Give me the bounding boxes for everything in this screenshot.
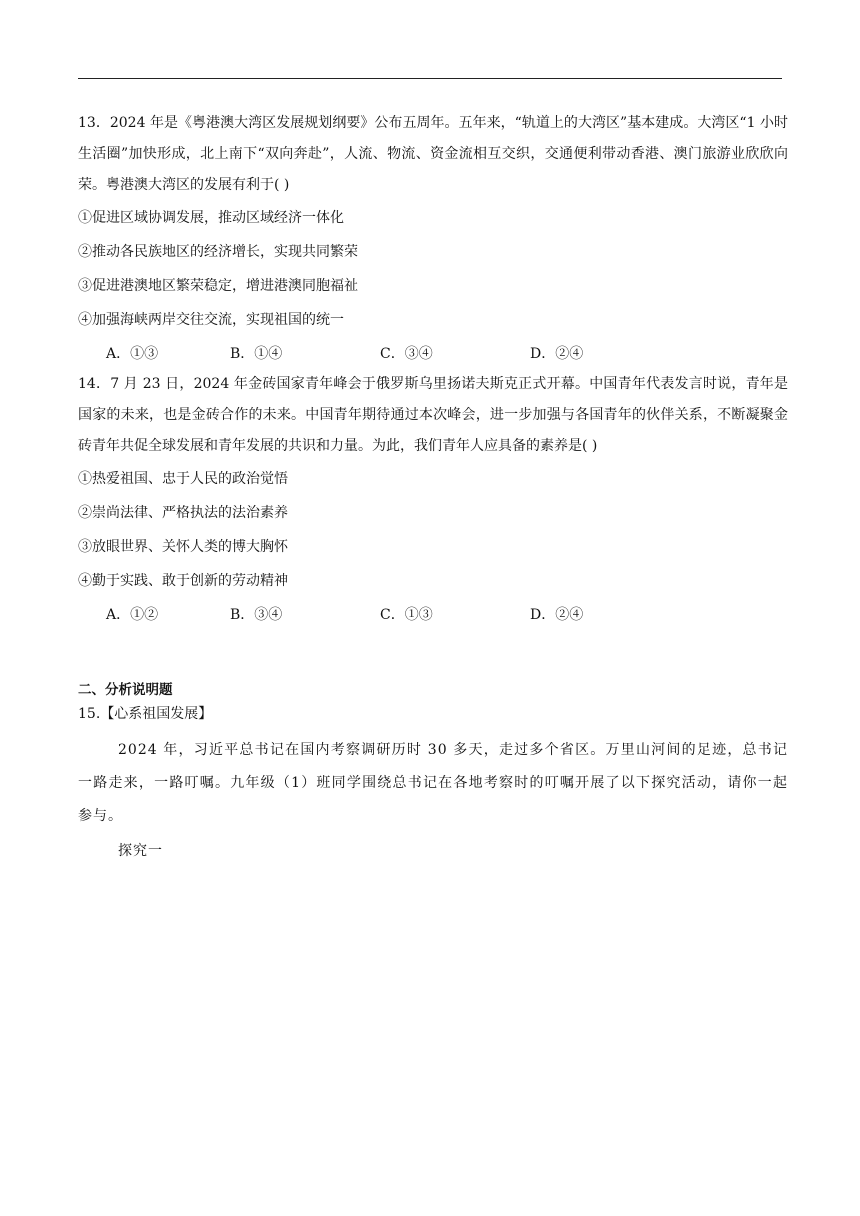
question-14-option-a[interactable]: A．①② [106,607,159,623]
question-14-item-4: ④勤于实践、敢于创新的劳动精神 [78,573,288,589]
question-13-item-2: ②推动各民族地区的经济增长，实现共同繁荣 [78,244,358,260]
question-13-options [78,337,788,371]
question-14-item-2: ②崇尚法律、严格执法的法治素养 [78,505,288,521]
question-13-item-4: ④加强海峡两岸交往交流，实现祖国的统一 [78,312,344,328]
question-14-item-3: ③放眼世界、关怀人类的博大胸怀 [78,539,288,555]
question-15-paragraph: 2024 年，习近平总书记在国内考察调研历时 30 多天，走过多个省区。万里山河间的足迹，总书记一路走来，一路叮嘱。九年级（1）班同学围绕总书记在各地考察时的叮嘱开展了以下探究活动，请你一起参与。 [78,742,788,824]
question-14-option-c[interactable]: C．①③ [380,607,433,623]
question-15-title: 15.【心系祖国发展】 [78,706,213,722]
question-13-item-1: ①促进区域协调发展，推动区域经济一体化 [78,210,344,226]
section-2 [78,678,788,868]
question-14-options [78,598,788,632]
section-title: 二、分析说明题 [78,682,173,698]
document-body [78,108,788,868]
question-13-stem: 13．2024 年是《粤港澳大湾区发展规划纲要》公布五周年。五年来，“轨道上的大湾区”基本建成。大湾区“1 小时生活圈”加快形成，北上南下“双向奔赴”，人流、物流、资金流相互交织，交通便利带动香港、澳门旅游业欣欣向荣。粤港澳大湾区的发展有利于( ) [78,115,788,193]
question-13-item-3: ③促进港澳地区繁荣稳定，增进港澳同胞福祉 [78,278,358,294]
question-14-stem: 14．7 月 23 日，2024 年金砖国家青年峰会于俄罗斯乌里扬诺夫斯克正式开幕。中国青年代表发言时说，青年是国家的未来，也是金砖合作的未来。中国青年期待通过本次峰会，进一步加强与各国青年的伙伴关系，不断凝聚金砖青年共促全球发展和青年发展的共识和力量。为此，我们青年人应具备的素养是( ) [78,376,788,454]
question-13-option-a[interactable]: A．①③ [106,346,159,362]
header-rule [78,78,782,79]
question-14 [78,369,788,632]
question-15-explore-heading: 探究一 [118,843,163,859]
question-14-option-b[interactable]: B．③④ [230,607,283,623]
question-13 [78,108,788,371]
question-13-option-b[interactable]: B．①④ [230,346,283,362]
question-13-option-c[interactable]: C．③④ [380,346,433,362]
question-13-option-d[interactable]: D．②④ [530,346,584,362]
question-14-option-d[interactable]: D．②④ [530,607,584,623]
question-14-item-1: ①热爱祖国、忠于人民的政治觉悟 [78,471,288,487]
